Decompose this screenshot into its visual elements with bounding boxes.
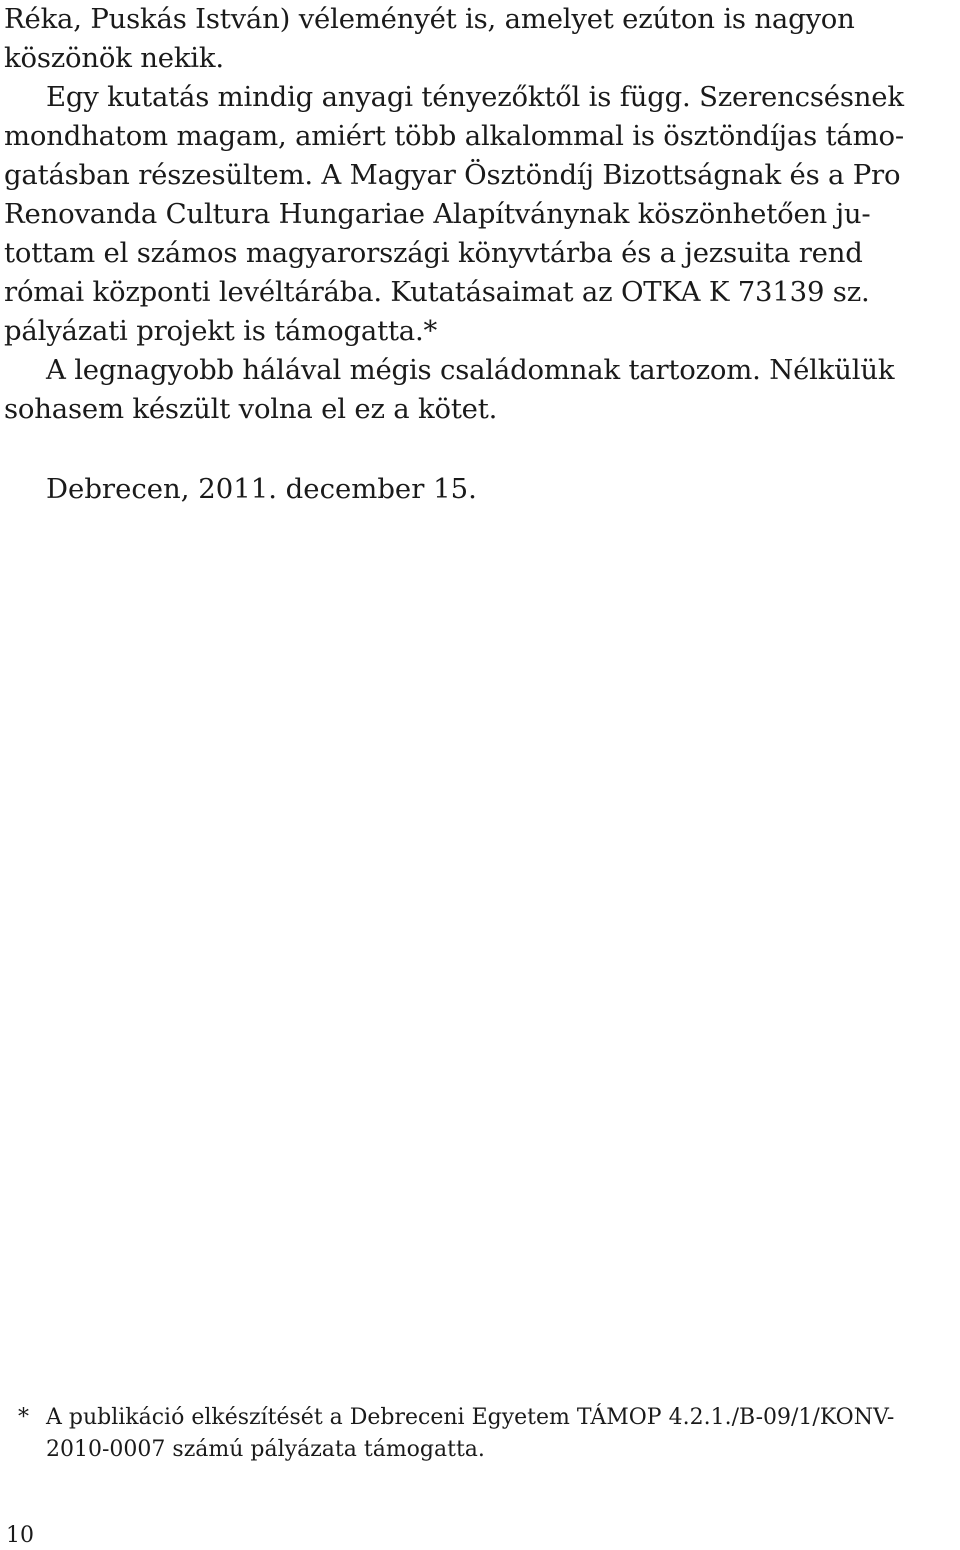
text-line: római központi levéltárába. Kutatásaimat az OTKA K 73139 sz. (4, 276, 870, 308)
page-number: 10 (6, 1523, 34, 1548)
footnote-line: 2010-0007 számú pályázata támogatta. (46, 1437, 485, 1462)
footnote-text (46, 1402, 954, 1466)
text-line: Renovanda Cultura Hungariae Alapítványnak köszönhetően ju- (4, 198, 871, 230)
text-line: Réka, Puskás István) véleményét is, amelyet ezúton is nagyon (4, 3, 855, 35)
text-line: A legnagyobb hálával mégis családomnak tartozom. Nélkülük (46, 354, 895, 386)
footnote (18, 1402, 954, 1466)
text-line: sohasem készült volna el ez a kötet. (4, 393, 498, 425)
body-text (4, 0, 956, 429)
footnote-marker: * (18, 1405, 29, 1430)
dateline: Debrecen, 2011. december 15. (46, 473, 477, 505)
text-line: köszönök nekik. (4, 42, 224, 74)
text-line: pályázati projekt is támogatta.* (4, 315, 438, 347)
text-line: mondhatom magam, amiért több alkalommal is ösztöndíjas támo- (4, 120, 904, 152)
text-line: Egy kutatás mindig anyagi tényezőktől is függ. Szerencsésnek (46, 81, 904, 113)
footnote-line: A publikáció elkészítését a Debreceni Egyetem TÁMOP 4.2.1./B-09/1/KONV- (46, 1405, 895, 1430)
text-line: tottam el számos magyarországi könyvtárba és a jezsuita rend (4, 237, 863, 269)
text-line: gatásban részesültem. A Magyar Ösztöndíj Bizottságnak és a Pro (4, 159, 901, 191)
